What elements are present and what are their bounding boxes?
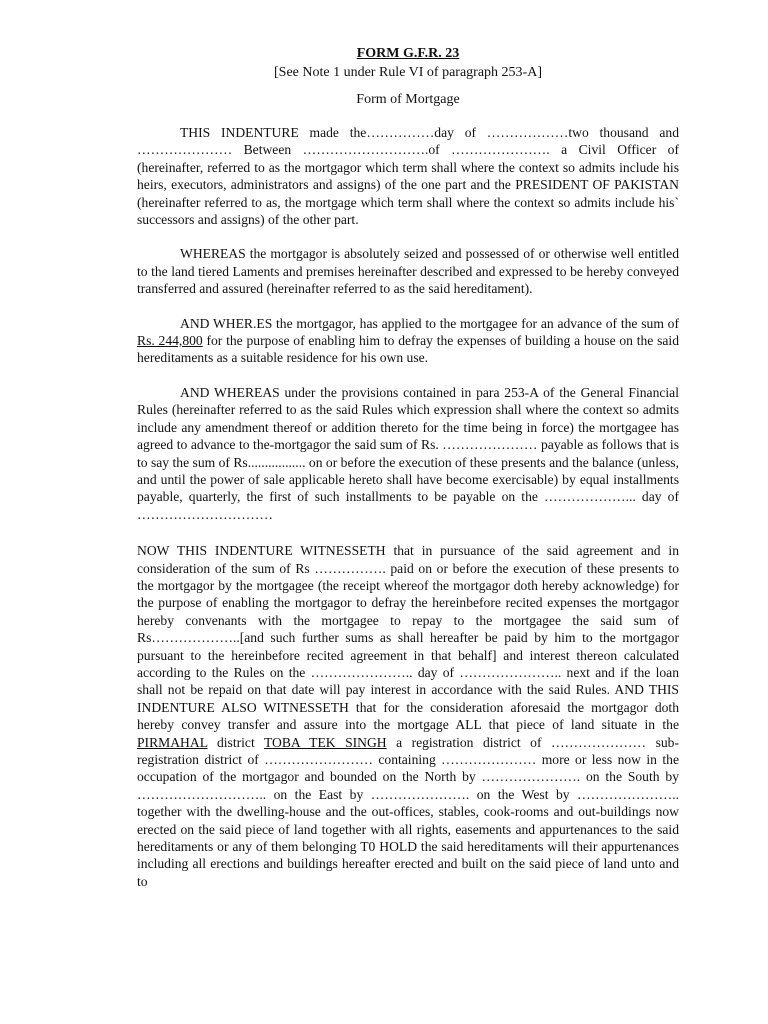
district-word: district (207, 734, 264, 750)
paragraph-whereas-seized: WHEREAS the mortgagor is absolutely seized and possessed of or otherwise well entitled to the land tiered Laments and premises hereinafter described and expressed to be hereby conveyed transferred and assured (hereinafter referred to as the said hereditament). (137, 246, 679, 297)
advance-amount: Rs. 244,800 (137, 333, 203, 349)
district-name: TOBA TEK SINGH (263, 734, 387, 750)
advance-text-end: for the purpose of enabling him to defray the expenses of building a house on the said hereditaments as a suitable residence for his own use. (137, 333, 680, 366)
form-subtitle: [See Note 1 under Rule VI of paragraph 253-A] (274, 65, 542, 80)
paragraph-indenture: THIS INDENTURE made the……………day of ………………two thousand and ………………… Between ……………………….of …………………. a Civil Officer of (hereinafter, referred to as the mortgagor which term shall where the context so admits include his heirs, executors, administrators and assigns) of the one part and the PRESIDENT OF PAKISTAN (hereinafter referred to as, the mortgage which term shall where the context so admits include his` successors and assigns) of the other part. (137, 125, 679, 228)
paragraph-whereas-advance (137, 315, 679, 367)
advance-text-start: AND WHER.ES the mortgagor, has applied to the mortgagee for an advance of the sum of (180, 315, 679, 331)
witnesseth-text-start: NOW THIS INDENTURE WITNESSETH that in pursuance of the said agreement and in consideration of the sum of Rs ……………. paid on or before the execution of these presents to the mortgagor by the mortgagee (the receipt whereof the mortgagor doth hereby acknowledge) for the purpose of enabling the mortgagor to defray the hereinbefore recited expenses the mortgagor hereby convenants with the mortgagee to repay to the mortgagee the said sum of Rs………………..[and such further sums as shall hereafter be paid by him to the mortgagor pursuant to the hereinbefore recited agreement in that behalf] and interest thereon calculated according to the Rules on the ………………….. day of ………………….. next and if the loan shall not be repaid on that date will pay interest in accordance with the said Rules. AND THIS INDENTURE ALSO WITNESSETH that for the consideration aforesaid the mortgagor doth hereby convey transfer and assure into the mortgage ALL that piece of land situate in the (137, 543, 679, 733)
paragraph-witnesseth (137, 542, 679, 890)
form-name: Form of Mortgage (356, 92, 460, 107)
place-name: PIRMAHAL (137, 734, 208, 750)
paragraph-whereas-rules: AND WHEREAS under the provisions contained in para 253-A of the General Financial Rules (hereinafter referred to as the said Rules which expression shall where the context so admits include any amendment thereof or addition thereto for the time being in force) the mortgagee has agreed to advance to the-mortgagor the said sum of Rs. ………………… payable as follows that is to say the sum of Rs................. on or before the execution of these presents and the balance (unless, and until the power of sale applicable hereto shall have become exercisable) by equal installments payable, quarterly, the first of such installments to be payable on the ………………... day of ………………………… (137, 384, 679, 522)
form-title: FORM G.F.R. 23 (356, 46, 460, 61)
witnesseth-text-end: a registration district of ………………… sub-registration district of …………………… containing ………………… more or less now in the occupation of the mortgagor and bounded on the North by …………………. on the South by ……………………….. on the East by …………………. on the West by ………………….. together with the dwelling-house and the out-offices, stables, cook-rooms and out-buildings now erected on the said piece of land together with all rights, easements and appurtenances to the said hereditaments or any of them belonging T0 HOLD the said hereditaments will their appurtenances including all erections and buildings hereafter erected and built on the said piece of land unto and to (137, 734, 679, 889)
